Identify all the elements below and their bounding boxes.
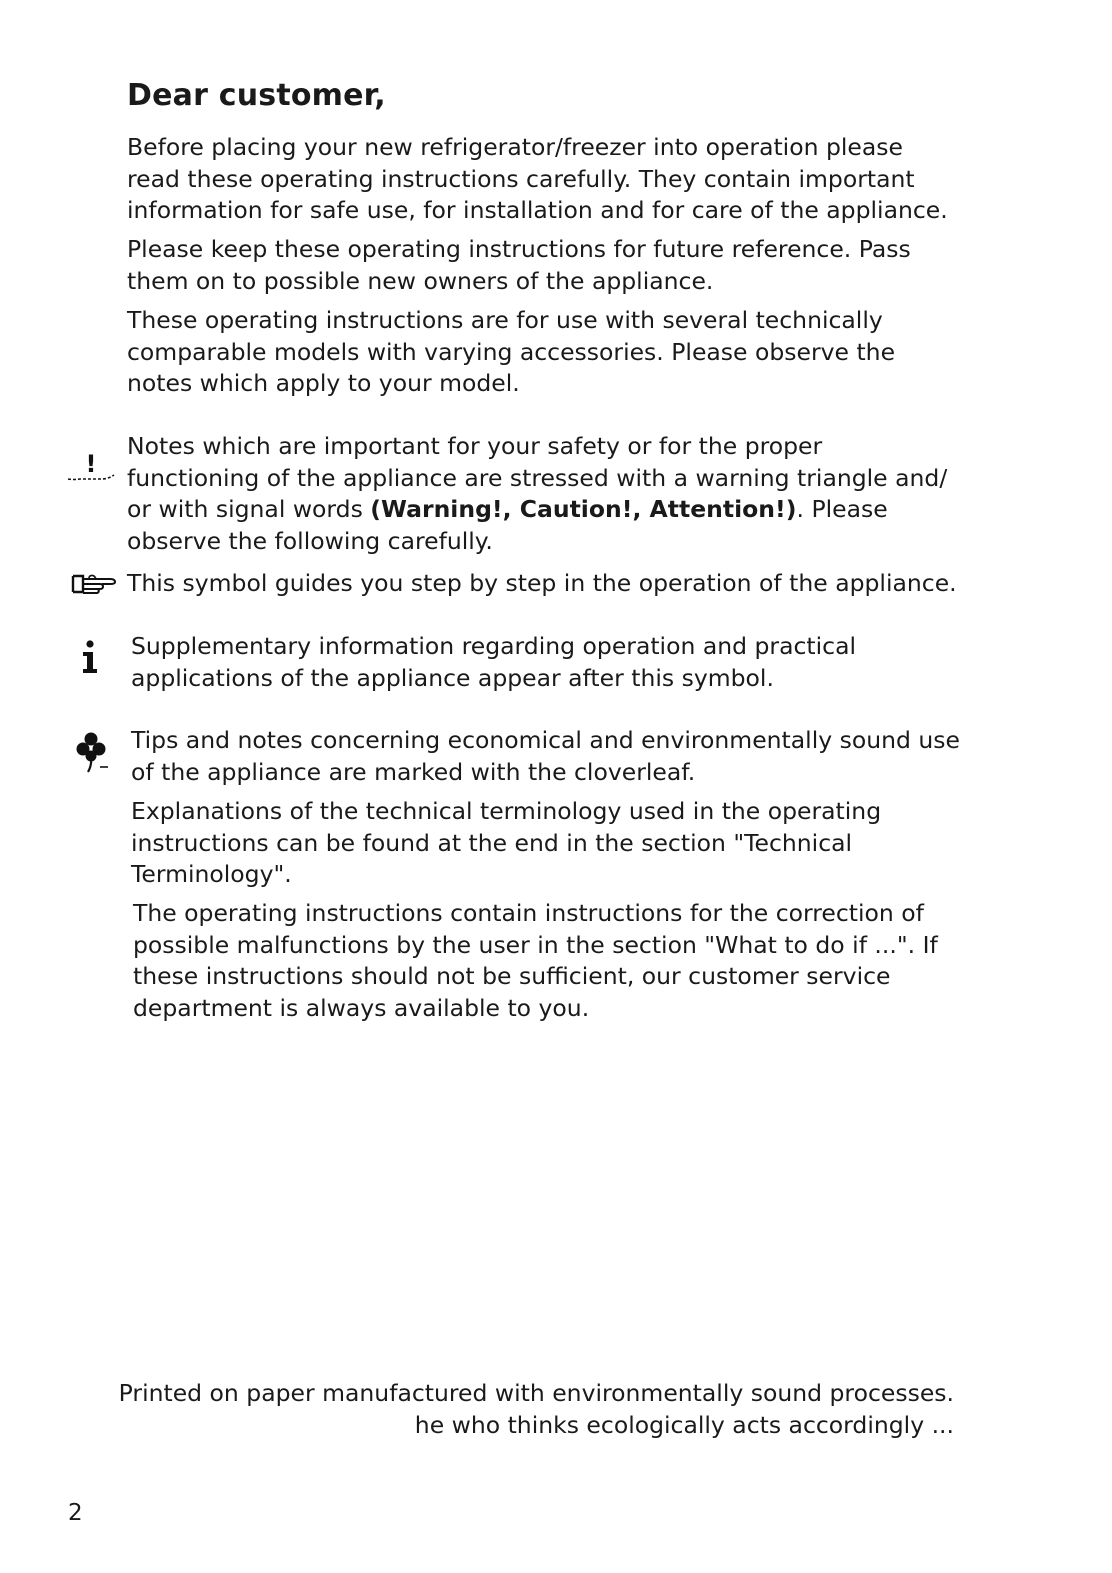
warning-note-text-end: . Please observe the following carefully. <box>127 495 888 555</box>
warning-note-text: Notes which are important for your safety or for the proper functioning of the appliance are stressed with a warning triangle and/ or with signal words <box>127 432 948 523</box>
footer-line-2: he who thinks ecologically acts accordingly ... <box>414 1411 954 1439</box>
intro-paragraph-3: These operating instructions are for use with several technically comparable models with varying accessories. Please observe the notes which apply to your model. <box>127 306 896 397</box>
warning-triangle-icon <box>64 444 120 484</box>
pointing-hand-icon <box>70 572 118 596</box>
warning-note <box>127 431 957 557</box>
intro-paragraph-1: Before placing your new refrigerator/freezer into operation please read these operating instructions carefully. They contain important information for safe use, for installation and for care of the appliance. <box>127 133 948 224</box>
footer-line-1: Printed on paper manufactured with environmentally sound processes. <box>118 1379 954 1407</box>
page-number: 2 <box>68 1500 83 1526</box>
page-heading: Dear customer, <box>127 78 386 113</box>
eco-note: Tips and notes concerning economical and environmentally sound use of the appliance are marked with the cloverleaf. <box>131 726 960 786</box>
step-note: This symbol guides you step by step in the operation of the appliance. <box>127 569 957 597</box>
signal-words: (Warning!, Caution!, Attention!) <box>370 495 797 523</box>
intro-paragraph-2: Please keep these operating instructions for future reference. Pass them on to possible new owners of the appliance. <box>127 235 911 295</box>
info-note: Supplementary information regarding operation and practical applications of the appliance appear after this symbol. <box>131 632 857 692</box>
info-icon <box>74 636 104 676</box>
terminology-paragraph: Explanations of the technical terminology used in the operating instructions can be found at the end in the section "Technical Terminology". <box>131 797 882 888</box>
svg-text:!: ! <box>85 450 97 478</box>
cloverleaf-icon <box>74 730 114 774</box>
malfunctions-paragraph: The operating instructions contain instructions for the correction of possible malfunctions by the user in the section "What to do if ...". If these instructions should not be sufficient, our customer service department is always available to you. <box>133 899 938 1022</box>
